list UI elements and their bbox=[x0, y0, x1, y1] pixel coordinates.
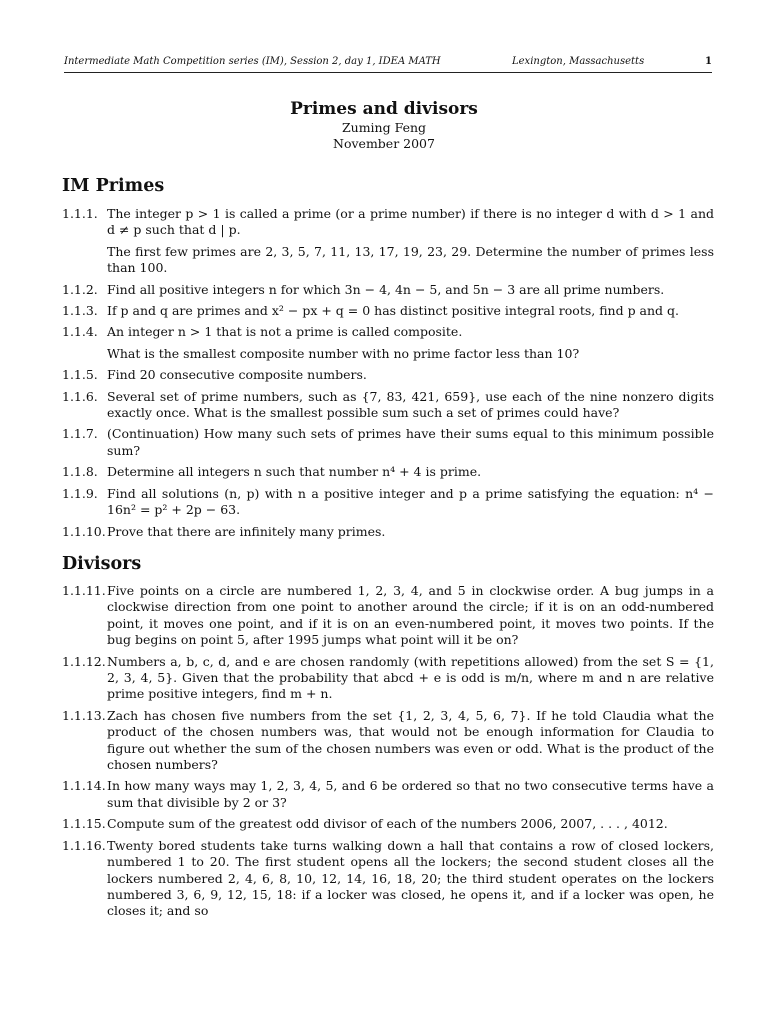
problem-number: 1.1.10. bbox=[62, 523, 106, 539]
problem-item bbox=[62, 206, 714, 277]
problem-text: Prove that there are infinitely many primes. bbox=[107, 523, 386, 539]
problem-item bbox=[62, 524, 714, 540]
title-block bbox=[0, 98, 768, 152]
problem-item bbox=[62, 816, 714, 832]
header-location: Lexington, Massachusetts bbox=[512, 56, 645, 67]
problem-number: 1.1.16. bbox=[62, 837, 106, 853]
problem-text: Determine all integers n such that number n⁴ + 4 is prime. bbox=[107, 464, 482, 480]
problem-list-divisors bbox=[62, 583, 714, 925]
problem-number: 1.1.2. bbox=[62, 281, 98, 297]
section-heading-divisors: Divisors bbox=[62, 554, 142, 574]
problem-note: What is the smallest composite number with no prime factor less than 10? bbox=[107, 345, 580, 361]
problem-number: 1.1.8. bbox=[62, 464, 98, 480]
problem-text: Find 20 consecutive composite numbers. bbox=[107, 367, 367, 383]
problem-number: 1.1.14. bbox=[62, 778, 106, 794]
problem-item bbox=[62, 303, 714, 319]
problem-item bbox=[62, 367, 714, 383]
page-title: Primes and divisors bbox=[290, 99, 478, 119]
problem-number: 1.1.9. bbox=[62, 485, 98, 501]
problem-note: The first few primes are 2, 3, 5, 7, 11, 13, 17, 19, 23, 29. Determine the number of primes less than 100. bbox=[107, 243, 714, 276]
problem-item bbox=[62, 426, 714, 459]
problem-text: Five points on a circle are numbered 1, 2, 3, 4, and 5 in clockwise order. A bug jumps in a clockwise direction from one point to another around the circle; if it is on an odd-numbered point, it moves one point, and if it is on an even-numbered point, it moves two points. If the bug begins on point 5, after 1995 jumps what point will it be on? bbox=[107, 583, 714, 648]
problem-text: Find all solutions (n, p) with n a positive integer and p a prime satisfying the equation: n⁴ − 16n² = p² + 2p − 63. bbox=[107, 485, 714, 518]
problem-number: 1.1.1. bbox=[62, 206, 98, 221]
problem-number: 1.1.11. bbox=[62, 583, 106, 598]
problem-item bbox=[62, 778, 714, 811]
problem-text: Numbers a, b, c, d, and e are chosen randomly (with repetitions allowed) from the set S = {1, 2, 3, 4, 5}. Given that the probability that abcd + e is odd is m/n, where m and n are relative prime positive integers, find m + n. bbox=[107, 653, 714, 702]
problem-item bbox=[62, 464, 714, 480]
problem-item bbox=[62, 282, 714, 298]
problem-number: 1.1.5. bbox=[62, 367, 98, 383]
problem-list-primes bbox=[62, 206, 714, 545]
section-heading-primes: IM Primes bbox=[62, 176, 165, 196]
problem-text: (Continuation) How many such sets of primes have their sums equal to this minimum possible sum? bbox=[107, 426, 714, 458]
problem-text: Zach has chosen five numbers from the set {1, 2, 3, 4, 5, 6, 7}. If he told Claudia what the product of the chosen numbers was, that would not be enough information for Claudia to figure out whether the sum of the chosen numbers was even or odd. What is the product of the chosen numbers? bbox=[107, 707, 714, 773]
problem-number: 1.1.3. bbox=[62, 303, 98, 319]
date: November 2007 bbox=[333, 136, 435, 151]
problem-item bbox=[62, 324, 714, 362]
problem-text: The integer p > 1 is called a prime (or a prime number) if there is no integer d with d > 1 and d ≠ p such that d | p. bbox=[107, 206, 714, 238]
page-number: 1 bbox=[705, 56, 712, 67]
header-rule bbox=[64, 72, 712, 73]
problem-number: 1.1.6. bbox=[62, 388, 98, 404]
author: Zuming Feng bbox=[341, 120, 427, 135]
problem-text: Several set of prime numbers, such as {7, 83, 421, 659}, use each of the nine nonzero digits exactly once. What is the smallest possible sum such a set of primes could have? bbox=[107, 388, 714, 421]
problem-number: 1.1.12. bbox=[62, 653, 106, 669]
problem-item bbox=[62, 654, 714, 703]
problem-number: 1.1.15. bbox=[62, 816, 106, 832]
problem-text: Twenty bored students take turns walking down a hall that contains a row of closed lockers, numbered 1 to 20. The first student opens all the lockers; the second student closes all the lockers numbered 2, 4, 6, 8, 10, 12, 14, 16, 18, 20; the third student operates on the lockers numbered 3, 6, 9, 12, 15, 18: if a locker was closed, he opens it, and if a locker was open, he closes it; and so bbox=[107, 837, 714, 919]
problem-item bbox=[62, 708, 714, 774]
problem-text: If p and q are primes and x² − px + q = 0 has distinct positive integral roots, find p and q. bbox=[107, 303, 679, 319]
problem-item bbox=[62, 583, 714, 649]
problem-text: An integer n > 1 that is not a prime is called composite. bbox=[107, 324, 463, 340]
problem-item bbox=[62, 838, 714, 920]
problem-text: Compute sum of the greatest odd divisor of each of the numbers 2006, 2007, . . . , 4012. bbox=[107, 816, 668, 832]
header-series: Intermediate Math Competition series (IM), Session 2, day 1, IDEA MATH bbox=[64, 56, 441, 67]
problem-text: In how many ways may 1, 2, 3, 4, 5, and 6 be ordered so that no two consecutive terms have a sum that divisible by 2 or 3? bbox=[107, 778, 714, 810]
problem-number: 1.1.4. bbox=[62, 324, 98, 340]
problem-number: 1.1.7. bbox=[62, 426, 98, 442]
problem-item bbox=[62, 486, 714, 519]
problem-number: 1.1.13. bbox=[62, 707, 106, 723]
problem-item bbox=[62, 389, 714, 422]
problem-text: Find all positive integers n for which 3n − 4, 4n − 5, and 5n − 3 are all prime numbers. bbox=[107, 281, 665, 297]
